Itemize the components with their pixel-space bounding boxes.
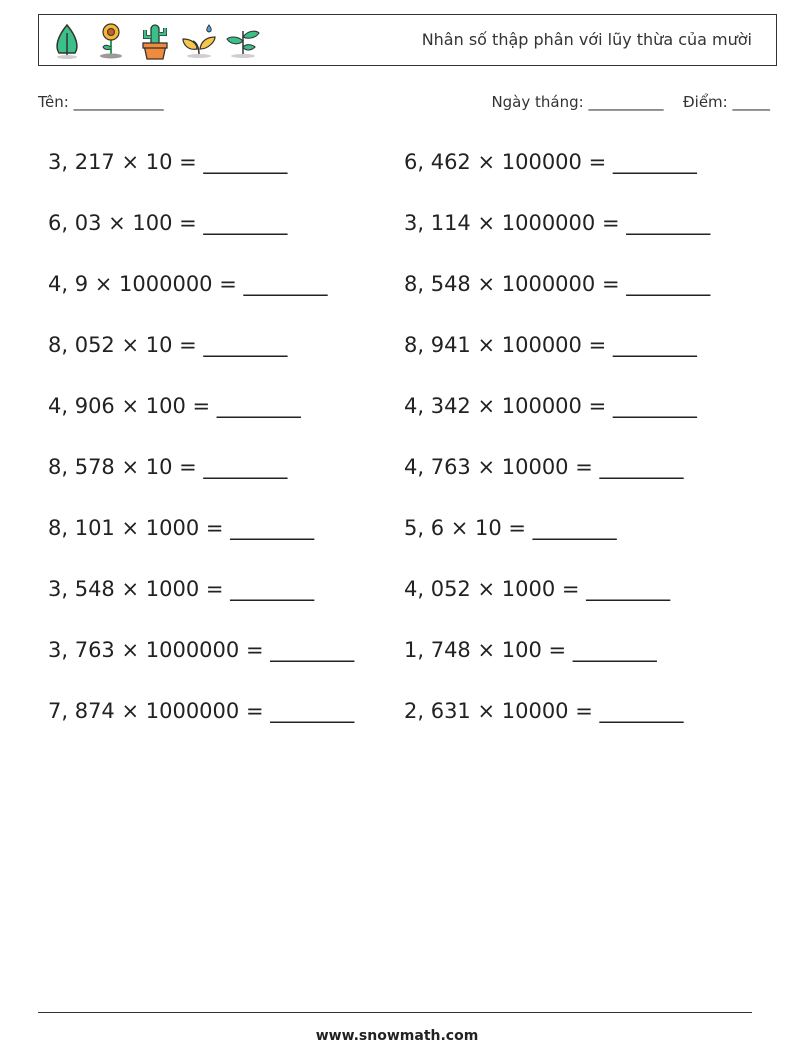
problem-left-2[interactable]: 6, 03 × 100 = ________ <box>48 211 288 235</box>
tree-icon <box>47 21 87 61</box>
problem-left-3[interactable]: 4, 9 × 1000000 = ________ <box>48 272 328 296</box>
problem-left-10[interactable]: 7, 874 × 1000000 = ________ <box>48 699 355 723</box>
date-label: Ngày tháng: <box>491 93 584 111</box>
footer-divider <box>38 1012 752 1013</box>
problem-right-1[interactable]: 6, 462 × 100000 = ________ <box>404 150 697 174</box>
problem-right-2[interactable]: 3, 114 × 1000000 = ________ <box>404 211 711 235</box>
sprout-water-icon <box>179 21 219 61</box>
problem-left-4[interactable]: 8, 052 × 10 = ________ <box>48 333 288 357</box>
problem-right-3[interactable]: 8, 548 × 1000000 = ________ <box>404 272 711 296</box>
cactus-icon <box>135 21 175 61</box>
problem-right-4[interactable]: 8, 941 × 100000 = ________ <box>404 333 697 357</box>
footer-url[interactable]: www.snowmath.com <box>315 1028 479 1044</box>
problem-right-6[interactable]: 4, 763 × 10000 = ________ <box>404 455 684 479</box>
seedling-icon <box>223 21 263 61</box>
problem-left-1[interactable]: 3, 217 × 10 = ________ <box>48 150 288 174</box>
problem-left-9[interactable]: 3, 763 × 1000000 = ________ <box>48 638 355 662</box>
problem-right-8[interactable]: 4, 052 × 1000 = ________ <box>404 577 671 601</box>
score-label: Điểm: <box>683 93 728 111</box>
sunflower-icon <box>91 21 131 61</box>
score-blank[interactable]: _____ <box>732 93 770 111</box>
problem-right-7[interactable]: 5, 6 × 10 = ________ <box>404 516 617 540</box>
icon-strip <box>47 21 263 61</box>
name-blank[interactable]: ____________ <box>73 93 164 111</box>
problem-right-5[interactable]: 4, 342 × 100000 = ________ <box>404 394 697 418</box>
date-blank[interactable]: __________ <box>588 93 664 111</box>
problem-right-9[interactable]: 1, 748 × 100 = ________ <box>404 638 657 662</box>
name-field <box>38 93 164 111</box>
problem-left-6[interactable]: 8, 578 × 10 = ________ <box>48 455 288 479</box>
name-label: Tên: <box>38 93 69 111</box>
worksheet-title: Nhân số thập phân với lũy thừa của mười <box>421 30 752 49</box>
date-score-fields <box>491 93 770 111</box>
problem-left-5[interactable]: 4, 906 × 100 = ________ <box>48 394 301 418</box>
header-box <box>38 14 777 66</box>
problem-left-7[interactable]: 8, 101 × 1000 = ________ <box>48 516 315 540</box>
problem-right-10[interactable]: 2, 631 × 10000 = ________ <box>404 699 684 723</box>
problem-left-8[interactable]: 3, 548 × 1000 = ________ <box>48 577 315 601</box>
